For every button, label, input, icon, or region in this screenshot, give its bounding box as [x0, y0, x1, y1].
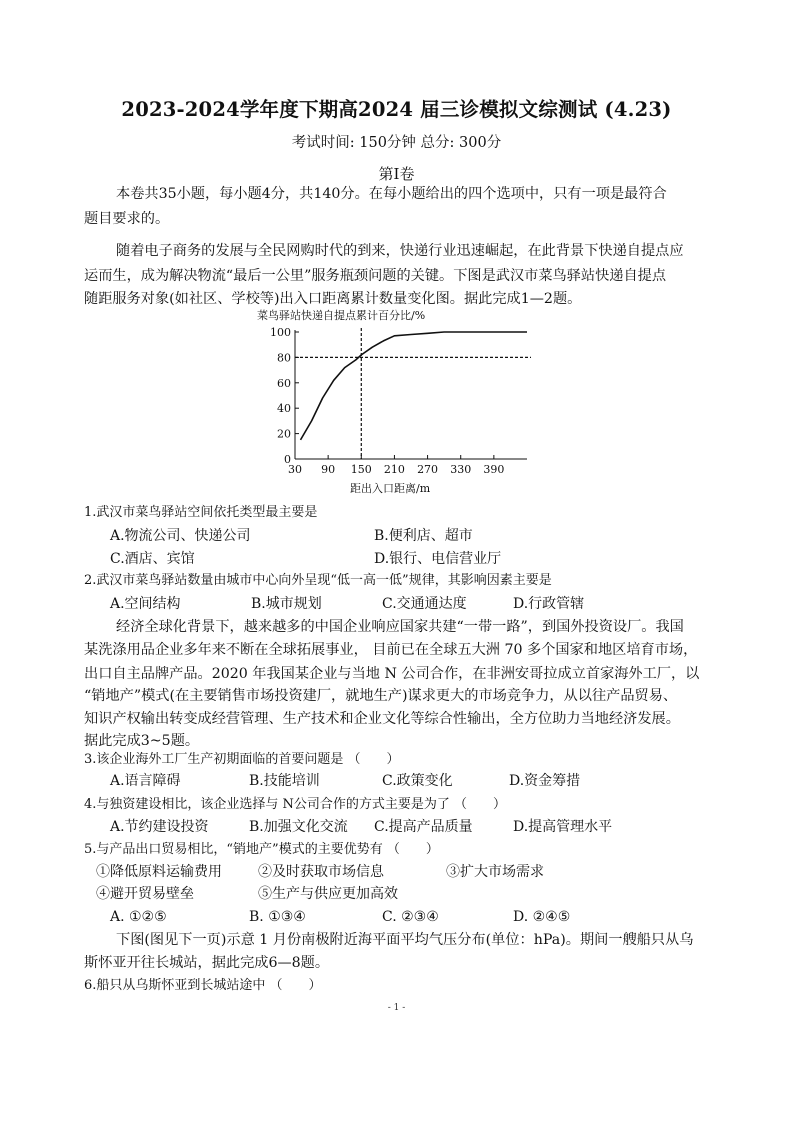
- material2-line-2: 某洗涤用品企业多年来不断在全球拓展事业， 目前已在全球五大洲 70 多个国家和地区培育市场，: [84, 642, 698, 658]
- x-tick-label: 390: [483, 463, 505, 476]
- section-heading: 第Ⅰ卷: [378, 165, 415, 183]
- exam-time-score: 考试时间: 150分钟 总分: 300分: [291, 135, 502, 151]
- q5-option-d[interactable]: D. ②④⑤: [513, 909, 571, 925]
- x-tick-label: 150: [350, 463, 372, 476]
- q5-option-a[interactable]: A. ①②⑤: [110, 909, 167, 925]
- q1-stem: 1.武汉市菜鸟驿站空间依托类型最主要是: [84, 505, 318, 520]
- q3-stem: 3.该企业海外工厂生产初期面临的首要问题是 （ ）: [84, 752, 400, 767]
- q4-option-b[interactable]: B.加强文化交流: [249, 819, 348, 835]
- material1-line-1: 随着电子商务的发展与全民网购时代的到来，快递行业迅速崛起，在此背景下快递自提点应: [116, 243, 684, 259]
- q1-option-d[interactable]: D.银行、电信营业厅: [374, 551, 502, 567]
- material2-line-3: 出口自主品牌产品。2020 年我国某企业与当地 N 公司合作，在非洲安哥拉成立首家海外工厂，以: [84, 666, 700, 682]
- q5-statement-3: ③扩大市场需求: [446, 864, 544, 880]
- q4-stem: 4.与独资建设相比，该企业选择与 N公司合作的方式主要是为了 （ ）: [84, 797, 507, 812]
- material2-line-1: 经济全球化背景下，越来越多的中国企业响应国家共建“一带一路”，到国外投资设厂。我国: [116, 619, 684, 635]
- chart-xlabel: 距出入口距离/m: [350, 482, 431, 495]
- q2-option-a[interactable]: A.空间结构: [110, 596, 181, 612]
- x-tick-label: 210: [383, 463, 405, 476]
- q2-option-d[interactable]: D.行政管辖: [513, 596, 585, 612]
- q2-option-b[interactable]: B.城市规划: [251, 596, 322, 612]
- y-tick-label: 60: [277, 376, 291, 390]
- x-tick-label: 90: [321, 463, 336, 476]
- q2-stem: 2.武汉市菜鸟驿站数量由城市中心向外呈现“低一高一低”规律，其影响因素主要是: [84, 573, 552, 588]
- x-tick-label: 330: [450, 463, 472, 476]
- material1-line-3: 随距服务对象(如社区、学校等)出入口距离累计数量变化图。据此完成1—2题。: [84, 291, 582, 307]
- material2-line-6: 据此完成3~5题。: [84, 733, 200, 749]
- series-line: [301, 332, 528, 440]
- intro-line-1: 本卷共35小题，每小题4分，共140分。在每小题给出的四个选项中，只有一项是最符合: [116, 186, 667, 202]
- q1-option-b[interactable]: B.便利店、超市: [374, 528, 473, 544]
- q3-option-c[interactable]: C.政策变化: [382, 773, 453, 789]
- q2-option-c[interactable]: C.交通通达度: [382, 596, 467, 612]
- chart-ylabel: 菜鸟驿站快递自提点累计百分比/%: [257, 309, 426, 322]
- material2-line-4: “销地产”模式(在主要销售市场投资建厂，就地生产)谋求更大的市场竞争力，从以往产品贸易、: [84, 688, 678, 704]
- q3-option-d[interactable]: D.资金筹措: [509, 773, 581, 789]
- material2-line-5: 知识产权输出转变成经营管理、生产技术和企业文化等综合性输出，全方位助力当地经济发展。: [84, 711, 680, 727]
- material3-line-2: 斯怀亚开往长城站，据此完成6—8题。: [84, 955, 330, 971]
- y-tick-label: 20: [277, 427, 291, 441]
- q4-option-d[interactable]: D.提高管理水平: [513, 819, 613, 835]
- q1-option-c[interactable]: C.酒店、宾馆: [110, 551, 195, 567]
- x-tick-label: 270: [417, 463, 439, 476]
- q4-option-a[interactable]: A.节约建设投资: [110, 819, 209, 835]
- q5-statement-4: ④避开贸易壁垒: [96, 886, 194, 902]
- intro-line-2: 题目要求的。: [84, 211, 170, 227]
- q1-option-a[interactable]: A.物流公司、快递公司: [110, 528, 251, 544]
- q3-option-b[interactable]: B.技能培训: [249, 773, 320, 789]
- page-number: - 1 -: [387, 1003, 406, 1013]
- q5-statement-1: ①降低原料运输费用: [96, 864, 222, 880]
- y-tick-label: 0: [284, 453, 291, 466]
- q5-statement-5: ⑤生产与供应更加高效: [258, 886, 398, 902]
- q3-option-a[interactable]: A.语言障碍: [110, 773, 181, 789]
- q6-stem: 6.船只从乌斯怀亚到长城站途中 （ ）: [84, 978, 322, 993]
- q5-stem: 5.与产品出口贸易相比，“销地产”模式的主要优势有 （ ）: [84, 842, 439, 857]
- q5-option-b[interactable]: B. ①③④: [249, 909, 306, 925]
- y-tick-label: 100: [270, 326, 291, 339]
- q5-option-c[interactable]: C. ②③④: [382, 909, 439, 925]
- q4-option-c[interactable]: C.提高产品质量: [374, 819, 473, 835]
- q5-statement-2: ②及时获取市场信息: [258, 864, 384, 880]
- x-tick-label: 30: [288, 463, 302, 476]
- cumulative-percentage-chart: [255, 306, 540, 496]
- y-tick-label: 40: [277, 402, 291, 416]
- y-tick-label: 80: [277, 351, 291, 365]
- material1-line-2: 运而生，成为解决物流“最后一公里”服务瓶颈问题的关键。下图是武汉市菜鸟驿站快递自提点: [84, 268, 667, 284]
- material3-line-1: 下图(图见下一页)示意 1 月份南极附近海平面平均气压分布(单位：hPa)。期间一艘船只从乌: [116, 932, 694, 948]
- exam-title: 2023-2024学年度下期高2024 届三诊模拟文综测试 (4.23): [121, 98, 672, 121]
